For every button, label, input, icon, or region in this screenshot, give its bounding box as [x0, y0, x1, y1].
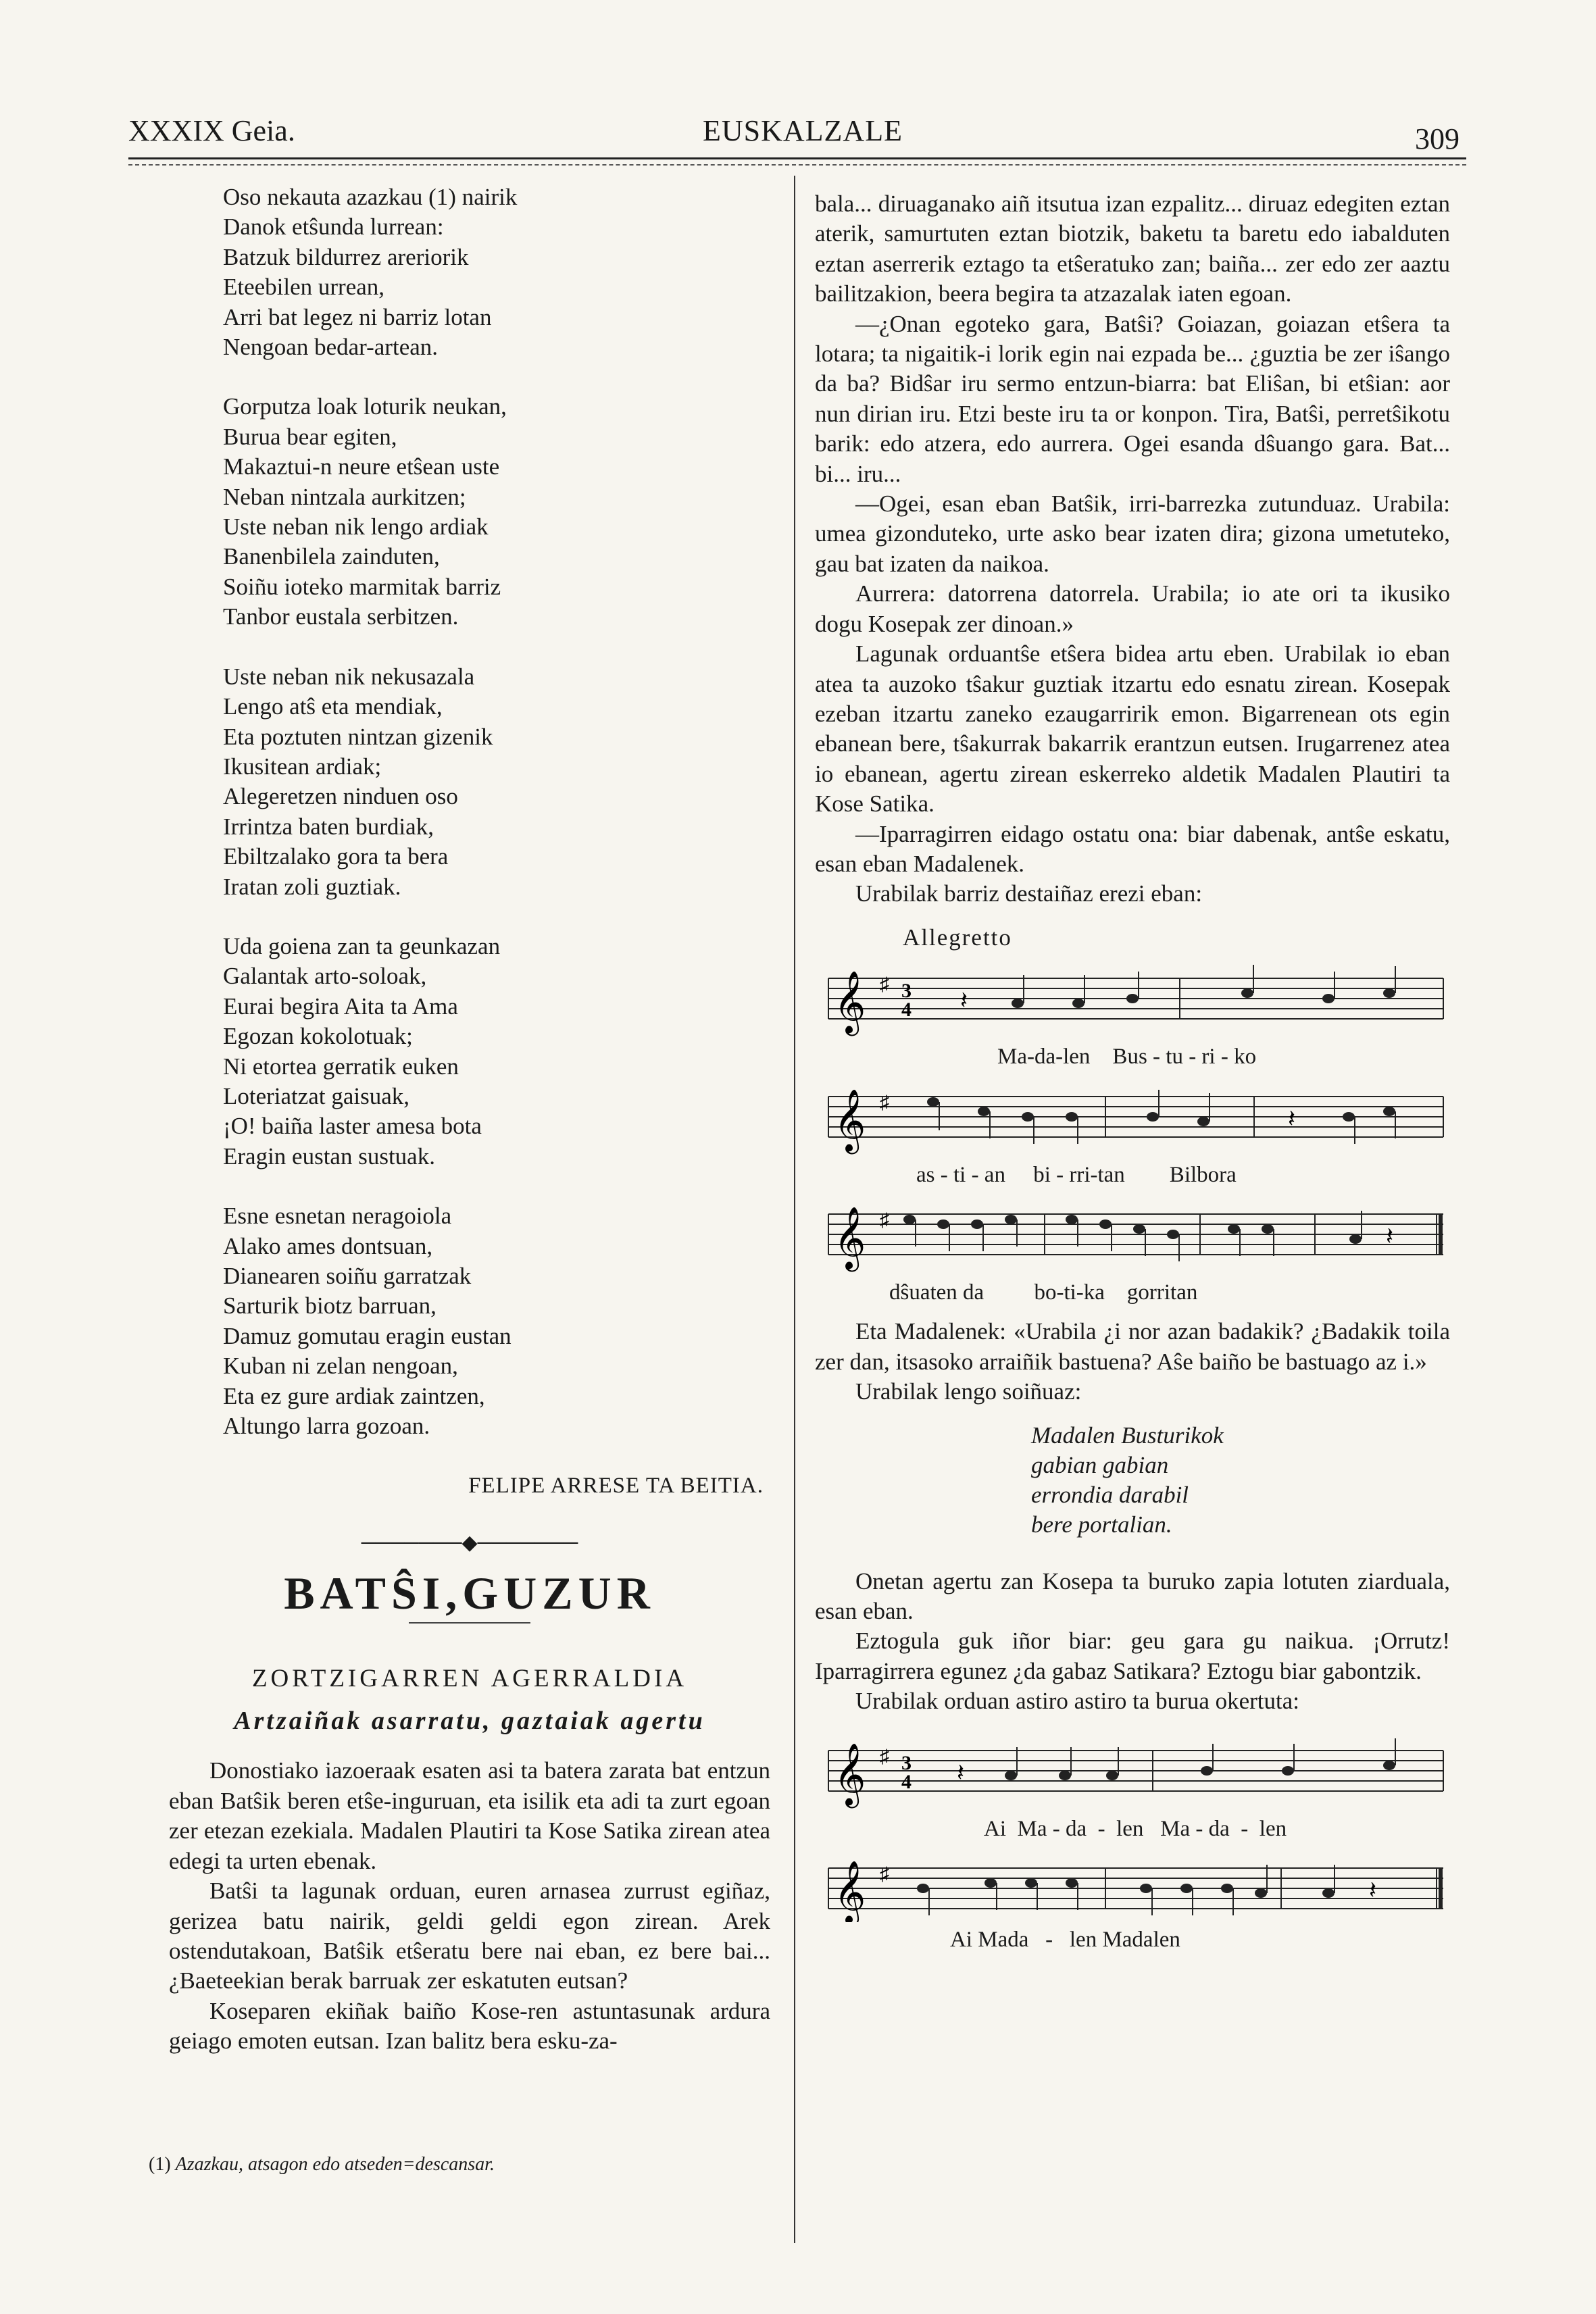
- staff-1: [815, 958, 1450, 1039]
- section-divider: ───────◆───────: [361, 1531, 578, 1554]
- poem-line: Ni etortea gerratik euken: [223, 1053, 459, 1080]
- song-verse-line: bere portalian.: [1031, 1511, 1172, 1538]
- svg-text:𝄞: 𝄞: [834, 1088, 866, 1151]
- svg-text:𝄽: 𝄽: [1386, 1222, 1394, 1250]
- tempo-marking: Allegretto: [903, 924, 1012, 951]
- poem-line: Galantak arto-soloak,: [223, 963, 427, 990]
- song-verse-line: gabian gabian: [1031, 1451, 1169, 1478]
- lyrics-line: as - ti - an bi - rri-tan Bilbora: [916, 1162, 1237, 1187]
- header-rule: [128, 157, 1466, 159]
- poem-line: Makaztui-n neure etŝean uste: [223, 453, 500, 480]
- svg-text:𝄞: 𝄞: [834, 1205, 866, 1269]
- poem-stanza: [223, 182, 770, 362]
- poem-line: Loteriatzat gaisuak,: [223, 1082, 409, 1109]
- lyrics-line: dŝuaten da bo-ti-ka gorritan: [889, 1280, 1198, 1305]
- staff-2: [815, 1076, 1450, 1157]
- paragraph: Batŝi ta lagunak orduan, euren arnasea zurrust egiñaz, gerizea batu nairik, geldi geldi egon zirean. Arek ostendutakoan, Batŝik etŝeratu bere nai eban, ez bere bai... ¿Baeteekian berak barruak zer eskatuten eutsan?: [169, 1878, 770, 1994]
- svg-text:4: 4: [901, 1770, 912, 1793]
- paragraph: Eta Madalenek: «Urabila ¿i nor azan badakik? ¿Badakik toila zer dan, itsasoko arraiñik bastuena? Aŝe baiño be bastuago az i.»: [815, 1318, 1450, 1375]
- column-divider: [794, 176, 795, 2243]
- poem-line: Sarturik biotz barruan,: [223, 1292, 437, 1319]
- poem-line: Irrintza baten burdiak,: [223, 813, 434, 840]
- footnote-text: Azazkau, atsagon edo atseden=descansar.: [175, 2154, 495, 2175]
- svg-text:𝄽: 𝄽: [960, 987, 968, 1015]
- poem-line: Eurai begira Aita ta Ama: [223, 992, 458, 1020]
- music-score-2: [815, 1730, 1450, 1955]
- song-verse-line: Madalen Busturikok: [1031, 1422, 1224, 1449]
- volume-label: XXXIX Geia.: [128, 114, 295, 147]
- svg-text:♯: ♯: [880, 1209, 889, 1231]
- poem-line: Tanbor eustala serbitzen.: [223, 603, 459, 630]
- poem-line: Gorputza loak loturik neukan,: [223, 393, 507, 420]
- left-column: [169, 182, 770, 2057]
- poem-stanza: [223, 392, 770, 632]
- right-prose-1: [815, 189, 1450, 909]
- poem-line: Soiñu ioteko marmitak barriz: [223, 573, 501, 600]
- poem-line: Nengoan bedar-artean.: [223, 334, 439, 361]
- right-prose-3: [815, 1567, 1450, 1717]
- poem-line: Uste neban nik nekusazala: [223, 663, 475, 690]
- poem-signature: FELIPE ARRESE TA BEITIA.: [468, 1474, 764, 1499]
- page-number: 309: [1415, 122, 1460, 155]
- footnote: [149, 2154, 495, 2175]
- poem-line: Kuban ni zelan nengoan,: [223, 1353, 458, 1380]
- paragraph: —Ogei, esan eban Batŝik, irri-barrezka zutunduaz. Urabila: umea gizonduteko, urte asko bear izaten dira; gizona umetuteko, gau bat izaten da naikoa.: [815, 491, 1450, 577]
- chapter-subtitle: Artzaiñak asarratu, gaztaiak agertu: [234, 1707, 705, 1736]
- poem-line: Arri bat legez ni barriz lotan: [223, 303, 492, 330]
- article-title: BATŜI,GUZUR: [284, 1567, 655, 1619]
- svg-text:𝄽: 𝄽: [1369, 1877, 1377, 1905]
- page-header: [128, 114, 1466, 155]
- poem-stanza: [223, 662, 770, 902]
- paragraph: Urabilak orduan astiro astiro ta burua okertuta:: [855, 1688, 1300, 1715]
- poem-line: Eta ez gure ardiak zaintzen,: [223, 1382, 485, 1409]
- poem-line: Egozan kokolotuak;: [223, 1023, 413, 1050]
- journal-title: EUSKALZALE: [703, 114, 903, 147]
- poem-line: Ebiltzalako gora ta bera: [223, 843, 449, 870]
- paragraph: Onetan agertu zan Kosepa ta buruko zapia lotuten ziarduala, esan eban.: [815, 1567, 1450, 1624]
- poem-line: Eta poztuten nintzan gizenik: [223, 723, 493, 750]
- right-column: [815, 189, 1450, 1955]
- poem-stanza: [223, 932, 770, 1172]
- song-verse-line: errondia darabil: [1031, 1481, 1189, 1508]
- music-score-1: [815, 958, 1450, 1307]
- lyrics-line: Ai Ma - da - len Ma - da - len: [984, 1816, 1287, 1841]
- title-rule: [409, 1622, 530, 1624]
- poem-line: Uda goiena zan ta geunkazan: [223, 932, 501, 959]
- header-rule-dashed: [128, 164, 1466, 166]
- paragraph: Urabilak barriz destaiñaz erezi eban:: [855, 880, 1203, 907]
- svg-text:♯: ♯: [880, 1746, 889, 1767]
- paragraph: Koseparen ekiñak baiño Kose-ren astuntasunak ardura geiago emoten eutsan. Izan balitz bera esku-za-: [169, 1997, 770, 2055]
- poem-line: Batzuk bildurrez areriorik: [223, 243, 469, 270]
- poem-line: ¡O! baiña laster amesa bota: [223, 1113, 482, 1140]
- poem-line: Altungo larra gozoan.: [223, 1413, 430, 1440]
- poem-line: Alako ames dontsuan,: [223, 1232, 433, 1259]
- poem-line: Uste neban nik lengo ardiak: [223, 513, 489, 540]
- svg-text:3: 3: [901, 980, 912, 1003]
- svg-text:4: 4: [901, 999, 912, 1022]
- poem-line: Ikusitean ardiak;: [223, 753, 382, 780]
- lyrics-line: Ma-da-len Bus - tu - ri - ko: [997, 1045, 1257, 1070]
- poem-line: Damuz gomutau eragin eustan: [223, 1322, 512, 1349]
- poem-line: Burua bear egiten,: [223, 423, 397, 450]
- svg-text:𝄞: 𝄞: [834, 970, 866, 1034]
- staff-5: [815, 1848, 1450, 1922]
- poem-stanza: [223, 1201, 770, 1441]
- paragraph: —¿Onan egoteko gara, Batŝi? Goiazan, goiazan etŝera ta lotara; ta nigaitik-i lorik egin nai ezpada be... ¿guztia be zer iŝango da ba? Bidŝar iru sermo entzun-biarra: bat Eliŝan, bi etŝian: aor nun dirian iru. Etzi beste iru ta or konpon. Tira, Batŝi, perretŝikotu barik: edo atzera, edo aurrera. Ogei esanda dŝuango gara. Bat... bi... iru...: [815, 310, 1450, 487]
- paragraph: Urabilak lengo soiñuaz:: [855, 1378, 1082, 1405]
- paragraph: Eztogula guk iñor biar: geu gara gu naikua. ¡Orrutz! Iparragirrera egunez ¿da gabaz Satikara? Eztogu biar gabontzik.: [815, 1628, 1450, 1684]
- poem: [169, 182, 770, 1441]
- lyrics-line: Ai Mada - len Madalen: [950, 1928, 1180, 1953]
- poem-line: Danok etŝunda lurrean:: [223, 213, 444, 241]
- paragraph: Donostiako iazoeraak esaten asi ta batera zarata bat entzun eban Batŝik beren etŝe-inguruan, eta isilik eta adi ta zurt egoan zer etezan ezekiala. Madalen Plautiri ta Kose Satika zirean atea edegi ta urten ebenak.: [169, 1757, 770, 1874]
- chapter-heading: ZORTZIGARREN AGERRALDIA: [251, 1664, 688, 1692]
- poem-line: Banenbilela zainduten,: [223, 543, 440, 570]
- footnote-marker: (1): [149, 2154, 171, 2175]
- svg-text:𝄽: 𝄽: [957, 1759, 965, 1786]
- poem-line: Alegeretzen ninduen oso: [223, 783, 458, 810]
- poem-line: Oso nekauta azazkau (1) nairik: [223, 184, 518, 210]
- paragraph: Lagunak orduantŝe etŝera bidea artu eben. Urabilak io eban atea ta auzoko tŝakur guztiak itzartu edo esnatu zirean. Kosepak ezeban itzartu zaneko ezaugarririk emon. Bigarrenean ots egin ebanean bere, tŝakurrak bakarrik erantzun eutsen. Irugarrenez atea io ebanean, agertu zirean eskerreko aldetik Madalen Plautiri ta Kose Satika.: [815, 640, 1450, 818]
- right-prose-2: [815, 1317, 1450, 1407]
- svg-text:3: 3: [901, 1751, 912, 1774]
- svg-text:𝄞: 𝄞: [834, 1742, 866, 1805]
- svg-text:♯: ♯: [880, 1092, 889, 1113]
- poem-line: Lengo atŝ eta mendiak,: [223, 693, 443, 720]
- left-prose: [169, 1756, 770, 2056]
- paragraph: bala... diruaganako aiñ itsutua izan ezpalitz... diruaz edegiten eztan aterik, samurtuten eztan biotzik, baketu ta baretu edo iabalduten eztan aserrerik eztago ta etŝeratuko zan; baiña... zer edo zer aaztu bailitzakion, beera begira ta atzazalak iaten egoan.: [815, 191, 1450, 307]
- staff-4: [815, 1730, 1450, 1811]
- poem-line: Neban nintzala aurkitzen;: [223, 483, 466, 510]
- svg-text:♯: ♯: [880, 1864, 889, 1886]
- poem-line: Esne esnetan neragoiola: [223, 1203, 452, 1230]
- staff-3: [815, 1194, 1450, 1275]
- paragraph: —Iparragirren eidago ostatu ona: biar dabenak, antŝe eskatu, esan eban Madalenek.: [815, 820, 1450, 877]
- song-verse: [1031, 1421, 1450, 1540]
- svg-text:𝄽: 𝄽: [1288, 1105, 1296, 1132]
- poem-line: Iratan zoli guztiak.: [223, 873, 401, 900]
- poem-line: Eragin eustan sustuak.: [223, 1142, 435, 1169]
- svg-text:𝄞: 𝄞: [834, 1860, 866, 1923]
- paragraph: Aurrera: datorrena datorrela. Urabila; io ate ori ta ikusiko dogu Kosepak zer dinoan.»: [815, 580, 1450, 637]
- poem-line: Eteebilen urrean,: [223, 274, 385, 301]
- svg-text:♯: ♯: [880, 974, 889, 996]
- poem-line: Dianearen soiñu garratzak: [223, 1263, 472, 1289]
